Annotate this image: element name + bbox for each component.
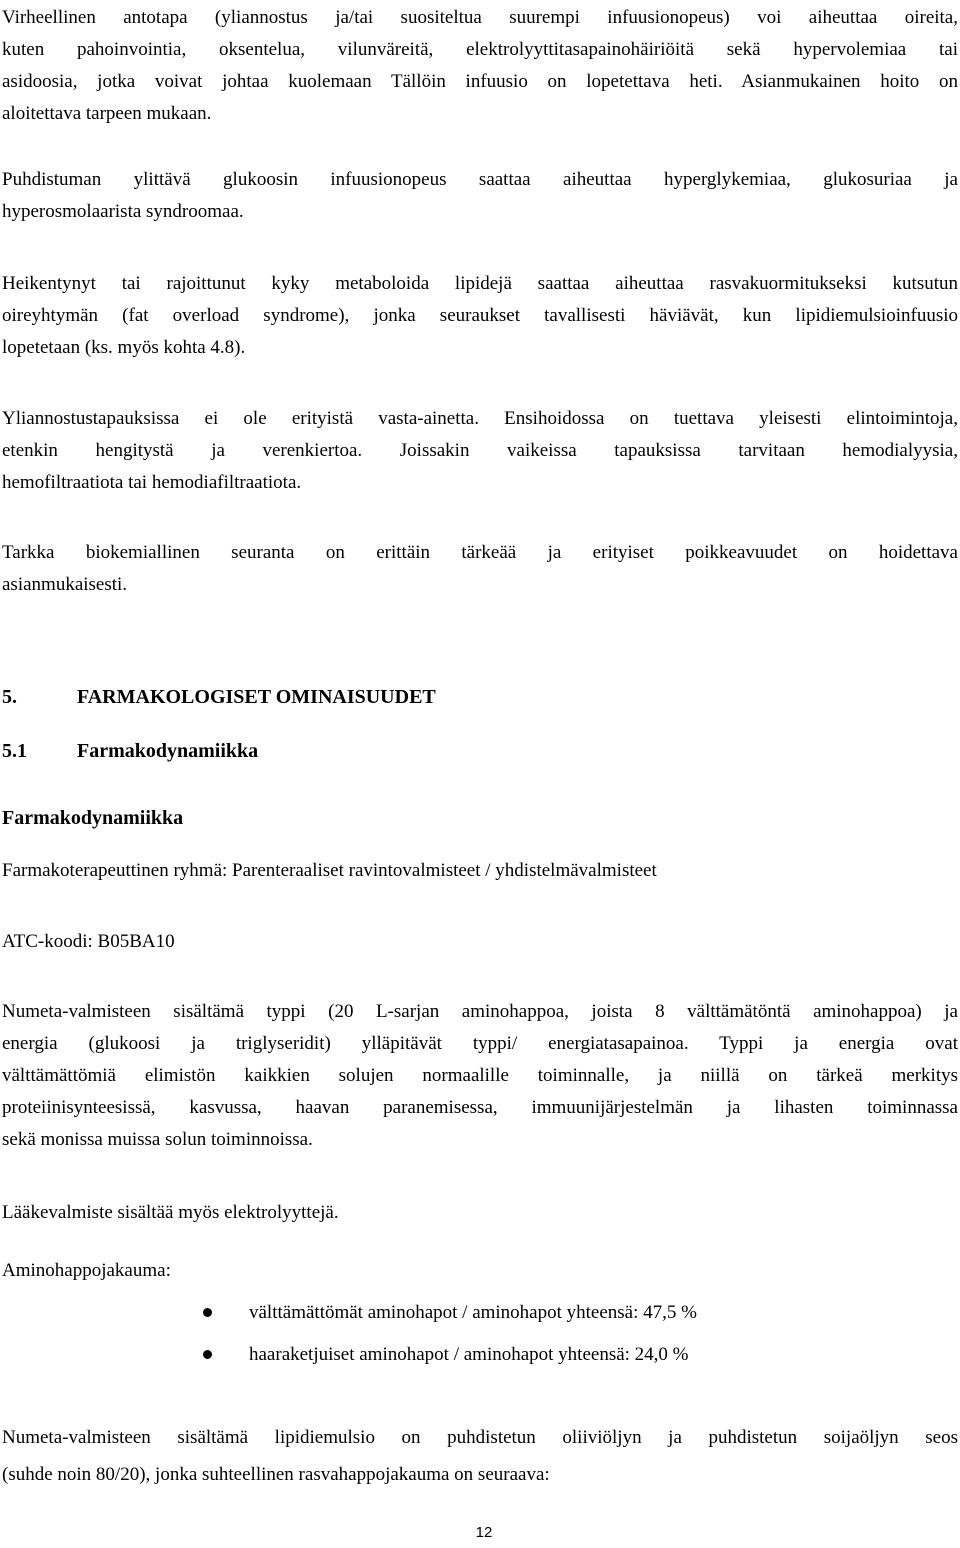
section-title: Farmakodynamiikka bbox=[77, 740, 259, 762]
paragraph-nitrogen-energy bbox=[2, 996, 958, 1156]
text-line: hemofiltraatiota tai hemodiafiltraatiota. bbox=[2, 472, 302, 493]
text-line: Tarkka biokemiallinen seuranta on erittäin tärkeää ja erityiset poikkeavuudet on hoidettava bbox=[2, 542, 958, 563]
list-item bbox=[0, 1339, 960, 1381]
text-line: välttämättömiä elimistön kaikkien solujen normaalille toiminnalle, ja niillä on tärkeä merkitys bbox=[2, 1065, 958, 1086]
section-number: 5. bbox=[2, 686, 17, 708]
bullet-icon bbox=[203, 1308, 212, 1317]
section-heading-5 bbox=[2, 681, 436, 713]
text-line: Heikentynyt tai rajoittunut kyky metaboloida lipidejä saattaa aiheuttaa rasvakuormitukseksi kutsutun bbox=[2, 273, 958, 294]
text-line: kuten pahoinvointia, oksentelua, vilunväreitä, elektrolyyttitasapainohäiriöitä sekä hypervolemiaa tai bbox=[2, 39, 958, 60]
paragraph-lipid-emulsion bbox=[2, 1419, 958, 1493]
amino-acid-list bbox=[0, 1297, 960, 1381]
paragraph-overdose-treatment bbox=[2, 403, 958, 499]
page-number: 12 bbox=[475, 1524, 493, 1541]
list-item-text: haaraketjuiset aminohapot / aminohapot yhteensä: 24,0 % bbox=[249, 1344, 689, 1365]
subheading-pharmacodynamics: Farmakodynamiikka bbox=[2, 807, 184, 829]
text-line: Numeta-valmisteen sisältämä lipidiemulsio on puhdistetun oliiviöljyn ja puhdistetun soijaöljyn seos bbox=[2, 1427, 958, 1448]
text-line: energia (glukoosi ja triglyseridit) ylläpitävät typpi/ energiatasapainoa. Typpi ja energia ovat bbox=[2, 1033, 958, 1054]
electrolytes-note: Lääkevalmiste sisältää myös elektrolyyttejä. bbox=[2, 1202, 339, 1223]
paragraph-biochemical-monitoring bbox=[2, 537, 958, 601]
text-line: Virheellinen antotapa (yliannostus ja/tai suositeltua suurempi infuusionopeus) voi aiheuttaa oireita, bbox=[2, 7, 958, 28]
list-item-text: välttämättömät aminohapot / aminohapot yhteensä: 47,5 % bbox=[249, 1302, 697, 1323]
therapeutic-group: Farmakoterapeuttinen ryhmä: Parenteraaliset ravintovalmisteet / yhdistelmävalmisteet bbox=[2, 860, 657, 881]
text-line: oireyhtymän (fat overload syndrome), jonka seuraukset tavallisesti häviävät, kun lipidiemulsioinfuusio bbox=[2, 305, 958, 326]
paragraph-overdose-symptoms bbox=[2, 2, 958, 130]
text-line: proteiinisynteesissä, kasvussa, haavan paranemisessa, immuunijärjestelmän ja lihasten toiminnassa bbox=[2, 1097, 958, 1118]
atc-code: ATC-koodi: B05BA10 bbox=[2, 931, 175, 952]
paragraph-lipid-metabolism bbox=[2, 268, 958, 364]
text-line: (suhde noin 80/20), jonka suhteellinen rasvahappojakauma on seuraava: bbox=[2, 1464, 550, 1485]
text-line: hyperosmolaarista syndroomaa. bbox=[2, 201, 244, 222]
text-line: Puhdistuman ylittävä glukoosin infuusionopeus saattaa aiheuttaa hyperglykemiaa, glukosuriaa ja bbox=[2, 169, 958, 190]
amino-acid-distribution-label: Aminohappojakauma: bbox=[2, 1260, 171, 1281]
text-line: Yliannostustapauksissa ei ole erityistä vasta-ainetta. Ensihoidossa on tuettava yleisesti elintoimintoja, bbox=[2, 408, 958, 429]
paragraph-glucose-infusion bbox=[2, 164, 958, 228]
text-line: aloitettava tarpeen mukaan. bbox=[2, 103, 212, 124]
text-line: etenkin hengitystä ja verenkiertoa. Joissakin vaikeissa tapauksissa tarvitaan hemodialyysia, bbox=[2, 440, 958, 461]
section-title: FARMAKOLOGISET OMINAISUUDET bbox=[77, 686, 436, 708]
text-line: asianmukaisesti. bbox=[2, 574, 128, 595]
section-heading-5-1 bbox=[2, 735, 258, 767]
text-line: asidoosia, jotka voivat johtaa kuolemaan Tällöin infuusio on lopetettava heti. Asianmukainen hoito on bbox=[2, 71, 958, 92]
text-line: sekä monissa muissa solun toiminnoissa. bbox=[2, 1129, 313, 1150]
section-number: 5.1 bbox=[2, 740, 27, 762]
list-item bbox=[0, 1297, 960, 1339]
text-line: lopetetaan (ks. myös kohta 4.8). bbox=[2, 337, 246, 358]
text-line: Numeta-valmisteen sisältämä typpi (20 L-sarjan aminohappoa, joista 8 välttämätöntä aminohappoa) ja bbox=[2, 1001, 958, 1022]
bullet-icon bbox=[203, 1350, 212, 1359]
